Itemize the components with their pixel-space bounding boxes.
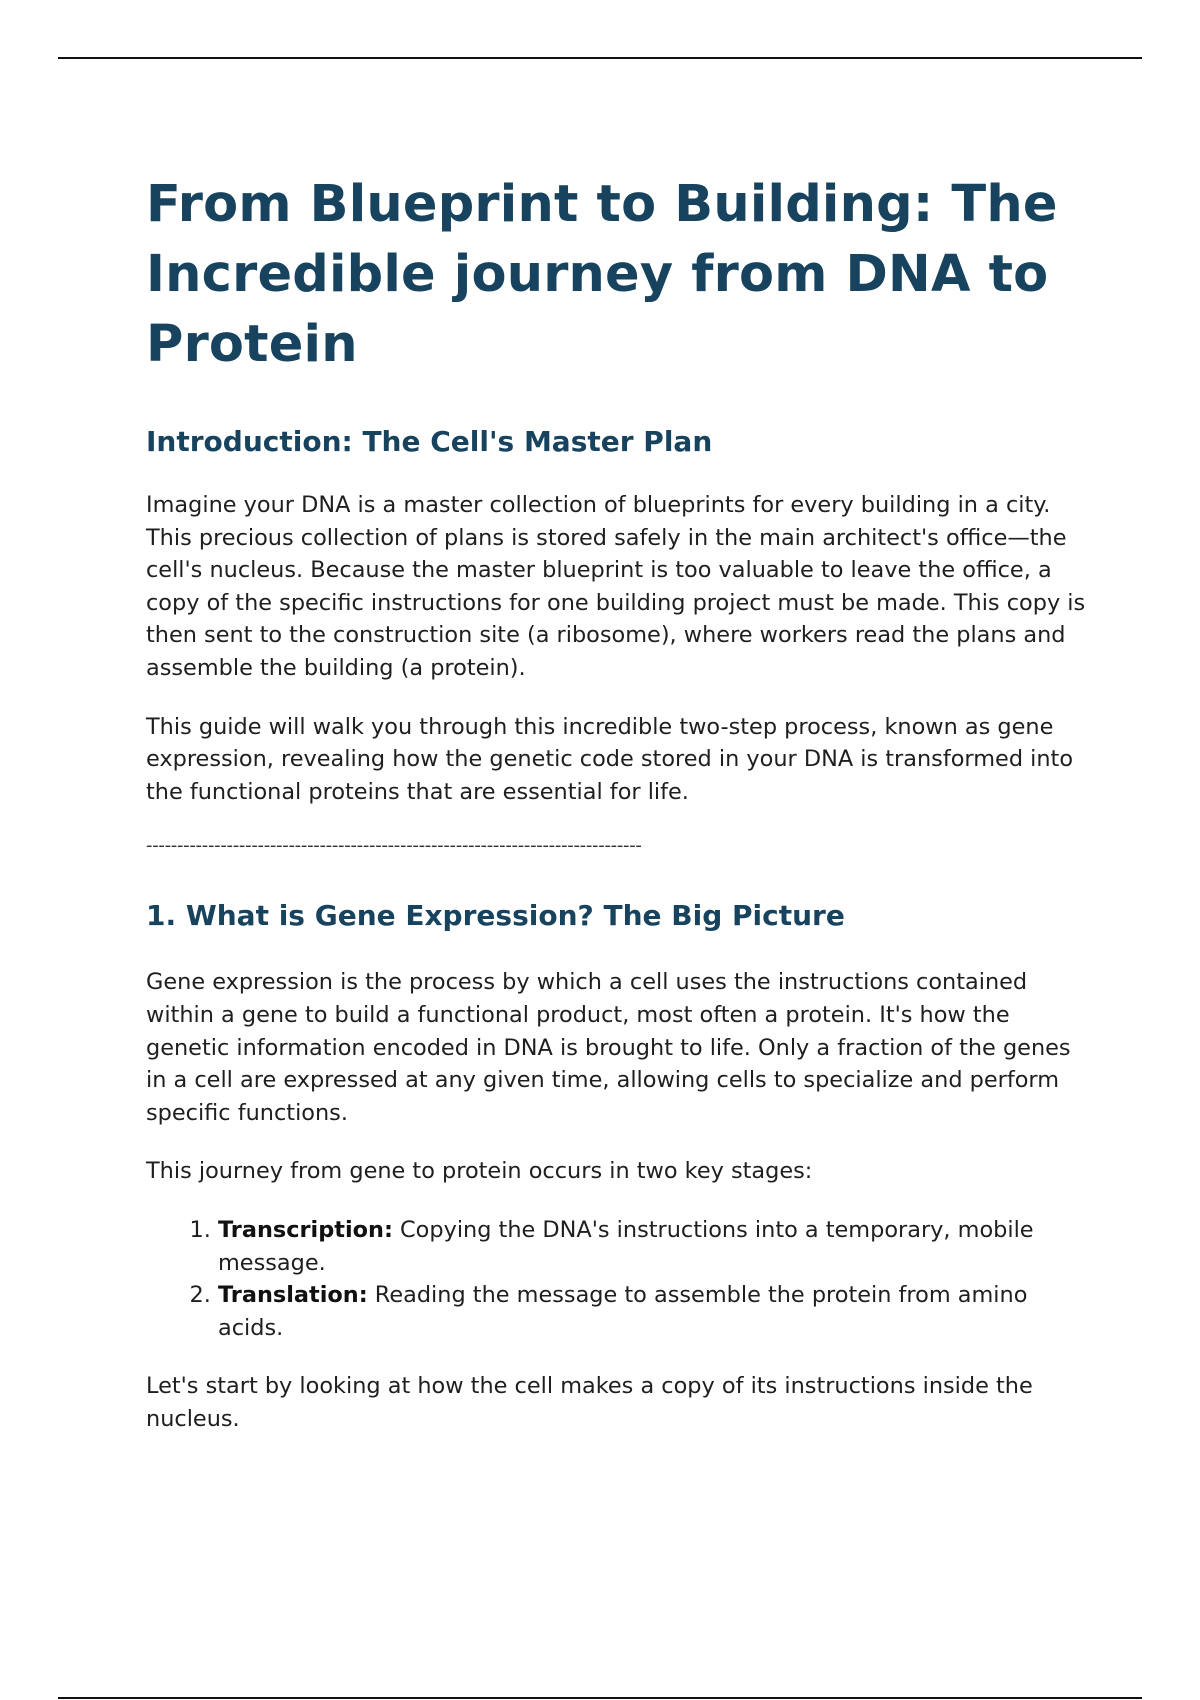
section-1-paragraph-2: This journey from gene to protein occurs in two key stages: [146,1158,813,1185]
footer-rule [58,1697,1142,1699]
intro-heading: Introduction: The Cell's Master Plan [146,425,713,458]
stage-term: Transcription: [218,1216,393,1243]
stages-list [146,1214,1086,1344]
section-1-heading: 1. What is Gene Expression? The Big Picture [146,899,845,933]
section-divider: -------------------------------------------------------------------------------- [146,835,642,857]
intro-paragraph-2: This guide will walk you through this incredible two-step process, known as gene expression, revealing how the genetic code stored in your DNA is transformed into the functional proteins that are essential for life. [146,713,1074,805]
section-1-paragraph-1: Gene expression is the process by which a cell uses the instructions contained within a gene to build a functional product, most often a protein. It's how the genetic information encoded in DNA is brought to life. Only a fraction of the genes in a cell are expressed at any given time, allowing cells to specialize and perform specific functions. [146,969,1071,1126]
document-title: From Blueprint to Building: The Incredible journey from DNA to Protein [146,175,1058,374]
document-body [146,170,1086,1435]
list-item [218,1214,1086,1279]
list-item [218,1279,1086,1344]
stage-term: Translation: [218,1282,368,1309]
header-rule [58,57,1142,59]
stage-text: Reading the message to assemble the protein from amino acids. [218,1282,1028,1341]
section-1-paragraph-3: Let's start by looking at how the cell makes a copy of its instructions inside the nucleus. [146,1373,1033,1432]
stage-text: Copying the DNA's instructions into a temporary, mobile message. [218,1216,1034,1276]
intro-paragraph-1: Imagine your DNA is a master collection of blueprints for every building in a city. This precious collection of plans is stored safely in the main architect's office—the cell's nucleus. Because the master blueprint is too valuable to leave the office, a copy of the specific instructions for one building project must be made. This copy is then sent to the construction site (a ribosome), where workers read the plans and assemble the building (a protein). [146,492,1086,681]
